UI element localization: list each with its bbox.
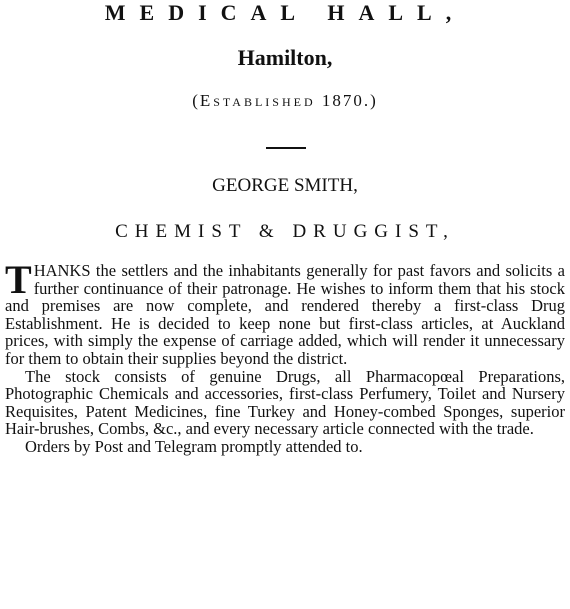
trade-line: CHEMIST & DRUGGIST, (115, 221, 455, 242)
ad-city: Hamilton, (237, 45, 333, 70)
divider-rule (266, 147, 306, 149)
drop-cap: T (5, 257, 32, 302)
paragraph-stock: The stock consists of genuine Drugs, all Pharmacopœal Preparations, Photographic Chemicals and accessories, first-class Perfumery, Toilet and Nursery Requisites, Patent Medicines, fine Turkey and Honey-combed Sponges, superior Hair-brushes, Combs, &c., and every necessary article connected with the trade. (5, 366, 565, 439)
ad-body (5, 257, 565, 456)
proprietor-name: GEORGE SMITH, (212, 175, 358, 196)
paragraph-orders: Orders by Post and Telegram promptly attended to. (25, 436, 363, 456)
established-word: Established (199, 91, 316, 110)
paragraph-intro (5, 257, 565, 368)
established-open-paren: ( (192, 91, 200, 110)
established-year: 1870.) (321, 91, 378, 110)
established-line (0, 90, 570, 112)
paragraph-intro-text: HANKS the settlers and the inhabitants generally for past favors and solicits a further continuance of their patronage. He wishes to inform them that his stock and premises are now complete, and rendered thereby a first-class Drug Establishment. He is decided to keep none but first-class articles, at Auckland prices, with simply the expense of carriage added, which will render it unnecessary for them to obtain their supplies beyond the district. (5, 261, 565, 368)
ad-title: MEDICAL HALL, (104, 0, 466, 25)
